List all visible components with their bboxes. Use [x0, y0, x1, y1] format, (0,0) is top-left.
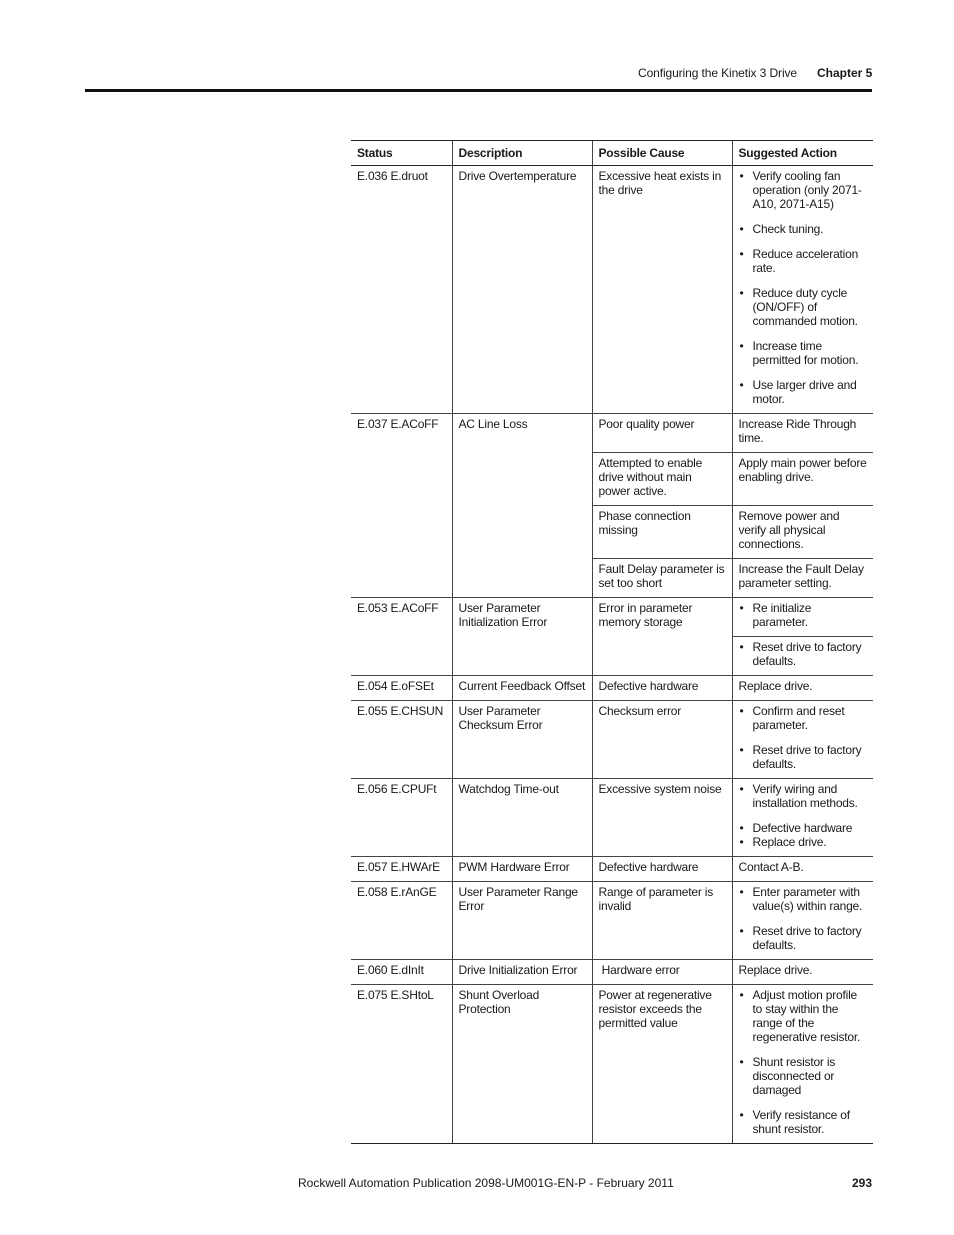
table-header-row [351, 141, 873, 166]
action-cell: Remove power and verify all physical connections. [732, 506, 873, 559]
action-item: • Re initialize parameter. [739, 601, 868, 629]
action-cell: Contact A-B. [732, 857, 873, 882]
description-cell: PWM Hardware Error [452, 857, 592, 882]
action-cell: Replace drive. [732, 676, 873, 701]
status-cell: E.053 E.ACoFF [351, 598, 452, 676]
description-cell: Shunt Overload Protection [452, 985, 592, 1144]
action-cell: Increase the Fault Delay parameter setting. [732, 559, 873, 598]
status-cell: E.056 E.CPUFt [351, 779, 452, 857]
cause-cell: Phase connection missing [592, 506, 732, 559]
status-cell: E.055 E.CHSUN [351, 701, 452, 779]
status-cell: E.060 E.dInIt [351, 960, 452, 985]
table-row [351, 676, 873, 701]
table-row [351, 414, 873, 453]
table-row [351, 857, 873, 882]
cause-cell: Error in parameter memory storage [592, 598, 732, 676]
status-cell: E.057 E.HWArE [351, 857, 452, 882]
action-item: • Enter parameter with value(s) within range. [739, 885, 868, 913]
cause-cell: Range of parameter is invalid [592, 882, 732, 960]
column-header-status: Status [351, 141, 452, 166]
action-cell [732, 985, 873, 1144]
cause-cell: Power at regenerative resistor exceeds the permitted value [592, 985, 732, 1144]
table-row [351, 779, 873, 857]
action-item: • Reduce duty cycle (ON/OFF) of commanded motion. [739, 286, 868, 328]
table-row [351, 598, 873, 637]
description-cell: Drive Overtemperature [452, 166, 592, 414]
fault-code-table [351, 140, 873, 1144]
footer-page-number: 293 [852, 1176, 873, 1190]
action-cell: Increase Ride Through time. [732, 414, 873, 453]
action-list [739, 885, 868, 952]
status-cell: E.037 E.ACoFF [351, 414, 452, 598]
cause-cell: Defective hardware [592, 857, 732, 882]
action-list [739, 704, 868, 771]
description-cell: User Parameter Checksum Error [452, 701, 592, 779]
table-row [351, 985, 873, 1144]
cause-cell: Defective hardware [592, 676, 732, 701]
action-list [739, 782, 868, 849]
footer-publication: Rockwell Automation Publication 2098-UM001G-EN-P - February 2011 [298, 1176, 674, 1190]
table-row [351, 701, 873, 779]
cause-cell: Fault Delay parameter is set too short [592, 559, 732, 598]
action-cell [732, 598, 873, 637]
status-cell: E.054 E.oFSEt [351, 676, 452, 701]
action-item: • Verify wiring and installation methods. [739, 782, 868, 810]
action-list [739, 640, 868, 668]
action-item: • Reset drive to factory defaults. [739, 924, 868, 952]
cause-cell: Checksum error [592, 701, 732, 779]
action-item: • Defective hardware [739, 821, 868, 835]
action-item: • Reset drive to factory defaults. [739, 640, 868, 668]
action-cell [732, 882, 873, 960]
action-item: • Check tuning. [739, 222, 868, 236]
description-cell: User Parameter Range Error [452, 882, 592, 960]
column-header-possible-cause: Possible Cause [592, 141, 732, 166]
table-row [351, 882, 873, 960]
cause-cell: Hardware error [592, 960, 732, 985]
action-item: • Reduce acceleration rate. [739, 247, 868, 275]
action-cell: Replace drive. [732, 960, 873, 985]
status-cell: E.058 E.rAnGE [351, 882, 452, 960]
action-item: • Verify resistance of shunt resistor. [739, 1108, 868, 1136]
action-cell [732, 701, 873, 779]
table-row [351, 166, 873, 414]
running-header-chapter: Chapter 5 [817, 66, 873, 80]
action-item: • Increase time permitted for motion. [739, 339, 868, 367]
column-header-description: Description [452, 141, 592, 166]
status-cell: E.075 E.SHtoL [351, 985, 452, 1144]
cause-cell: Attempted to enable drive without main power active. [592, 453, 732, 506]
description-cell: Current Feedback Offset [452, 676, 592, 701]
action-item: • Confirm and reset parameter. [739, 704, 868, 732]
description-cell: User Parameter Initialization Error [452, 598, 592, 676]
cause-cell: Excessive heat exists in the drive [592, 166, 732, 414]
action-item: • Reset drive to factory defaults. [739, 743, 868, 771]
action-item: • Use larger drive and motor. [739, 378, 868, 406]
header-rule [85, 89, 872, 92]
action-list [739, 169, 868, 406]
cause-cell: Poor quality power [592, 414, 732, 453]
action-cell: Apply main power before enabling drive. [732, 453, 873, 506]
action-cell [732, 779, 873, 857]
action-list [739, 988, 868, 1136]
action-cell [732, 166, 873, 414]
action-item: • Adjust motion profile to stay within the range of the regenerative resistor. [739, 988, 868, 1044]
column-header-suggested-action: Suggested Action [732, 141, 873, 166]
action-item: • Shunt resistor is disconnected or damaged [739, 1055, 868, 1097]
table-row [351, 960, 873, 985]
cause-cell: Excessive system noise [592, 779, 732, 857]
description-cell: Drive Initialization Error [452, 960, 592, 985]
description-cell: Watchdog Time-out [452, 779, 592, 857]
status-cell: E.036 E.druot [351, 166, 452, 414]
description-cell: AC Line Loss [452, 414, 592, 598]
running-header-section: Configuring the Kinetix 3 Drive [638, 66, 797, 80]
action-list [739, 601, 868, 629]
action-item: • Replace drive. [739, 835, 868, 849]
action-cell [732, 637, 873, 676]
action-item: • Verify cooling fan operation (only 2071-A10, 2071-A15) [739, 169, 868, 211]
